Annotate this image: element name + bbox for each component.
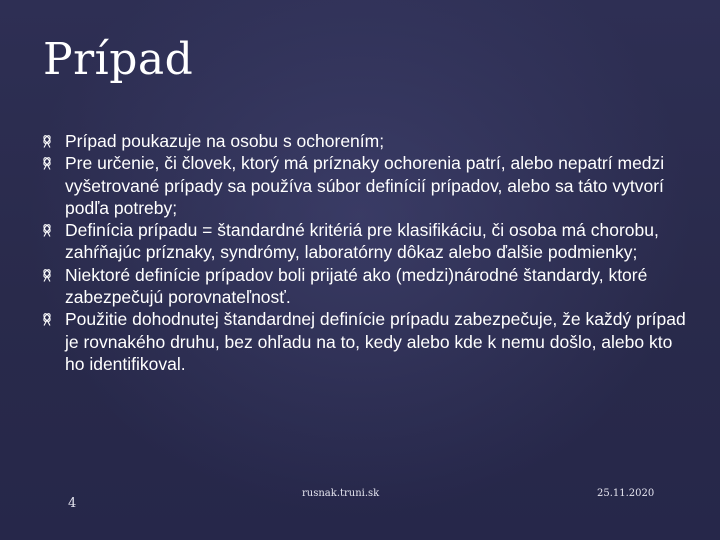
bullet-text: Prípad poukazuje na osobu s ochorením;	[65, 131, 385, 151]
bullet-text: Pre určenie, či človek, ktorý má príznaky ochorenia patrí, alebo nepatrí medzi vyšetrované prípady sa používa súbor definícií prípadov, alebo sa táto vytvorí podľa potreby;	[65, 153, 665, 218]
bullet-item	[40, 219, 690, 264]
bullet-list	[40, 130, 690, 375]
bullet-text: Použitie dohodnutej štandardnej definície prípadu zabezpečuje, že každý prípad je rovnakého druhu, bez ohľadu na to, kedy alebo kde k nemu došlo, alebo kto ho identifikoval.	[65, 309, 686, 374]
footer-date: 25.11.2020	[597, 488, 655, 499]
bullet-text: Niektoré definície prípadov boli prijaté ako (medzi)národné štandardy, ktoré zabezpečujú porovnateľnosť.	[65, 264, 648, 308]
bullet-item	[40, 308, 690, 375]
bullet-item	[40, 264, 690, 309]
kite-symbol-icon	[40, 268, 54, 282]
kite-symbol-icon	[40, 156, 54, 170]
bullet-item	[40, 152, 690, 219]
page-number: 4	[68, 496, 77, 511]
kite-symbol-icon	[40, 223, 54, 237]
kite-symbol-icon	[40, 134, 54, 148]
bullet-item	[40, 130, 690, 152]
slide-title: Prípad	[43, 34, 194, 85]
footer-url: rusnak.truni.sk	[302, 488, 380, 499]
bullet-text: Definícia prípadu = štandardné kritériá pre klasifikáciu, či osoba má chorobu, zahŕňajúc príznaky, syndrómy, laboratórny dôkaz alebo ďalšie podmienky;	[65, 220, 659, 263]
kite-symbol-icon	[40, 312, 54, 326]
